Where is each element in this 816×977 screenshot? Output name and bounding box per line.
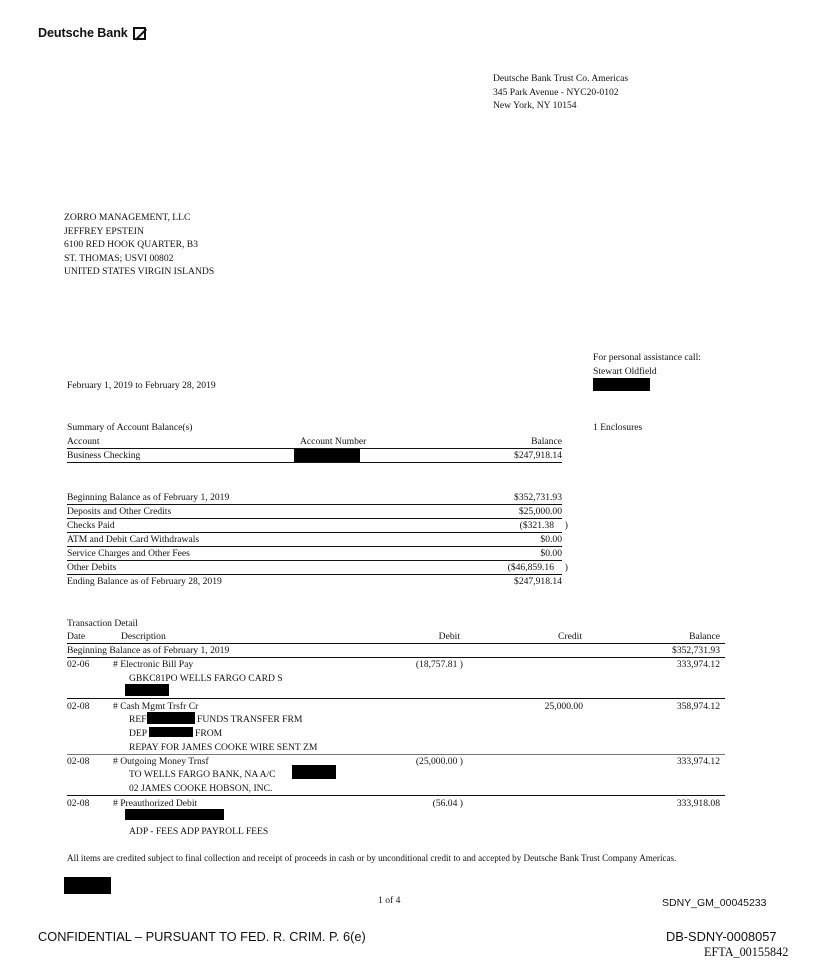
assistance-name: Stewart Oldfield [593, 365, 657, 377]
header-date: Date [67, 631, 86, 642]
transaction-detail-line: FROM [195, 728, 223, 739]
customer-address-line: UNITED STATES VIRGIN ISLANDS [64, 266, 215, 277]
transaction-detail-line: 02 JAMES COOKE HOBSON, INC. [129, 783, 273, 794]
balance-label: Ending Balance as of February 28, 2019 [67, 576, 222, 587]
redaction-box [294, 449, 360, 462]
assistance-contact [593, 351, 701, 378]
customer-address-line: 6100 RED HOOK QUARTER, B3 [64, 239, 199, 250]
balance-amount: $0.00 [540, 548, 562, 559]
balance-amount: $25,000.00 [518, 506, 562, 517]
header-account-number: Account Number [300, 436, 367, 447]
transaction-debit: (56.04 ) [432, 798, 463, 809]
header-balance: Balance [531, 436, 562, 447]
redaction-box [149, 727, 193, 737]
redaction-box [125, 809, 224, 820]
transaction-balance: 358,974.12 [676, 701, 720, 712]
page-number: 1 of 4 [378, 895, 401, 906]
confidential-notice: CONFIDENTIAL – PURSUANT TO FED. R. CRIM. P. 6(e) [38, 929, 366, 944]
bates-db-sdny: DB-SDNY-0008057 [666, 929, 777, 944]
logo-wordmark: Deutsche Bank [38, 26, 128, 40]
transaction-detail-line: REPAY FOR JAMES COOKE WIRE SENT ZM [129, 742, 318, 753]
deutsche-bank-slash-icon [133, 27, 146, 40]
transaction-row [67, 755, 720, 795]
header-credit: Credit [558, 631, 582, 642]
transactions-title: Transaction Detail [67, 618, 138, 629]
account-balance: $247,918.14 [514, 450, 562, 461]
summary-title: Summary of Account Balance(s) [67, 422, 193, 433]
transaction-debit: (25,000.00 ) [415, 756, 463, 767]
transaction-detail-line: ADP - FEES ADP PAYROLL FEES [129, 826, 269, 837]
balance-row [67, 547, 562, 561]
balance-label: ATM and Debit Card Withdrawals [67, 534, 200, 545]
divider [67, 698, 725, 699]
divider [67, 795, 725, 796]
customer-address [64, 211, 214, 279]
redaction-box [292, 765, 336, 779]
assistance-label: For personal assistance call: [593, 352, 701, 363]
transaction-date: 02-08 [67, 798, 90, 809]
balance-row [67, 575, 562, 588]
balance-row [67, 505, 562, 519]
balance-label: Other Debits [67, 562, 117, 573]
paren-close: ) [564, 520, 568, 531]
balance-row [67, 533, 562, 547]
balance-amount: $0.00 [540, 534, 562, 545]
transaction-description: # Electronic Bill Pay [113, 659, 194, 670]
transaction-detail-line: REF [129, 714, 147, 725]
header-account: Account [67, 436, 100, 447]
bates-efta: EFTA_00155842 [704, 945, 789, 959]
transaction-balance: 333,918.08 [676, 798, 720, 809]
deutsche-bank-logo [38, 26, 146, 40]
paren-close: ) [564, 562, 568, 573]
balance-row [67, 519, 568, 533]
bank-address-line: New York, NY 10154 [493, 100, 577, 111]
balance-label: Checks Paid [67, 520, 115, 531]
balance-label: Service Charges and Other Fees [67, 548, 190, 559]
transaction-balance: 333,974.12 [676, 756, 720, 767]
transactions-header-row [67, 630, 720, 643]
balance-amount: ($321.38 [519, 520, 554, 531]
balance-amount: ($46,859.16 [507, 562, 554, 573]
transaction-row [67, 700, 720, 754]
customer-address-line: ZORRO MANAGEMENT, LLC [64, 212, 191, 223]
bank-address-line: Deutsche Bank Trust Co. Americas [493, 73, 629, 84]
redaction-box [593, 378, 650, 391]
bank-address-line: 345 Park Avenue - NYC20-0102 [493, 86, 619, 98]
transaction-date: 02-06 [67, 659, 90, 670]
transaction-row [67, 797, 720, 839]
transaction-credit: 25,000.00 [544, 701, 583, 712]
header-description: Description [121, 631, 166, 642]
balance-row [67, 491, 562, 505]
redaction-box [64, 877, 111, 894]
transaction-description: # Preauthorized Debit [113, 798, 198, 809]
beginning-balance-amount: $352,731.93 [672, 645, 720, 656]
summary-header-row [67, 435, 562, 449]
transaction-description: # Outgoing Money Trnsf [113, 756, 209, 767]
account-type: Business Checking [67, 450, 141, 461]
transaction-debit: (18,757.81 ) [415, 659, 463, 670]
header-balance: Balance [689, 631, 720, 642]
statement-period: February 1, 2019 to February 28, 2019 [67, 380, 216, 391]
disclaimer: All items are credited subject to final collection and receipt of proceeds in cash or by unconditional credit to and accepted by Deutsche Bank Trust Company Americas. [67, 853, 677, 863]
redaction-box [125, 684, 169, 696]
balance-row [67, 561, 568, 575]
summary-account-row [67, 449, 562, 463]
transaction-detail-line: FUNDS TRANSFER FRM [197, 714, 303, 725]
bank-address [493, 72, 628, 113]
balance-amount: $247,918.14 [514, 576, 562, 587]
enclosures-count: 1 Enclosures [593, 422, 643, 433]
redaction-box [147, 712, 195, 724]
beginning-balance-label: Beginning Balance as of February 1, 2019 [67, 645, 230, 656]
customer-address-line: JEFFREY EPSTEIN [64, 225, 144, 237]
balance-label: Deposits and Other Credits [67, 506, 172, 517]
transaction-date: 02-08 [67, 756, 90, 767]
transaction-description: # Cash Mgmt Trsfr Cr [113, 701, 199, 712]
transaction-balance: 333,974.12 [676, 659, 720, 670]
customer-address-line: ST. THOMAS; USVI 00802 [64, 252, 174, 264]
balance-amount: $352,731.93 [514, 492, 562, 503]
transaction-detail-line: DEP [129, 728, 148, 739]
header-debit: Debit [438, 631, 460, 642]
transaction-date: 02-08 [67, 701, 90, 712]
transaction-row [67, 658, 720, 698]
transaction-detail-line: GBKC81PO WELLS FARGO CARD S [129, 673, 283, 684]
balance-label: Beginning Balance as of February 1, 2019 [67, 492, 230, 503]
beginning-balance-row [67, 644, 720, 657]
transaction-detail-line: TO WELLS FARGO BANK, NA A/C [129, 769, 276, 780]
bates-sdny-gm: SDNY_GM_00045233 [662, 897, 767, 909]
